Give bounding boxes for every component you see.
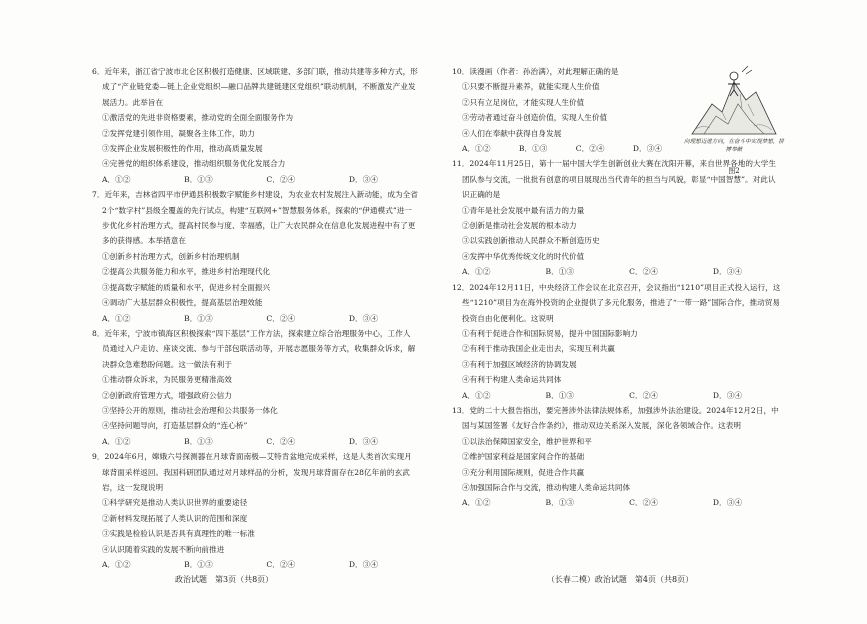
answer-choices <box>452 264 782 279</box>
question-stem: 7．近年来，吉林省四平市伊通县积极数字赋能乡村建设，为农业农村发展注入新动能，成为全省2个“数字村”县级全覆盖的先行试点，构建“互联网+”智慧服务体系，探索的“伊通模式”进一步优化乡村治理方式，提高村民参与度、幸福感，让广大农民群众在信息化发展进程中有了更多的获得感。本举措意在 <box>92 190 418 246</box>
question-8 <box>92 326 418 449</box>
question-stem: 6．近年来，浙江省宁波市北仑区积极打造健康、区域联建、多部门联，推动共建等多种方式，形成了“产业链党委—链上企业党组织—融口品牌共建链建区党组织”联动机制，不断激发产业发展活力。此举旨在 <box>92 67 418 107</box>
choice-c: C．②④ <box>266 174 296 184</box>
question-stem: 10．读漫画（作者：孙治满），对此理解正确的是 <box>452 67 619 76</box>
option: ①科学研究是推动人类认识世界的重要途径 <box>102 498 248 508</box>
option: ②新材料发现拓展了人类认识的范围和深度 <box>102 513 248 523</box>
choice-a: A．①② <box>102 436 131 446</box>
option: ④发挥中华优秀传统文化的时代价值 <box>462 251 585 261</box>
option: ③充分利用国际规则，促进合作共赢 <box>462 467 585 477</box>
left-column <box>92 64 418 572</box>
answer-choices <box>452 495 782 510</box>
option: ④调动广大基层群众积极性，提高基层治理效能 <box>102 298 263 308</box>
question-10 <box>452 64 784 175</box>
cartoon-figure <box>682 64 786 176</box>
option: ③提高数字赋能的质量和水平，促进乡村全面振兴 <box>102 282 271 292</box>
figure-label: 图2 <box>728 167 740 175</box>
question-stem: 9．2024年6月，嫦娥六号探测器在月球背面南极—艾特肯盆地完成采样，这是人类首次实现月球背面采样返回。我国科研团队通过对月球样品的分析，发现月球背面存在28亿年前的玄武岩，这一发现说明 <box>92 452 412 492</box>
option: ②创新是推动社会发展的根本动力 <box>462 221 577 231</box>
option: ④加强国际合作与交流，推动构建人类命运共同体 <box>462 482 631 492</box>
choice-b: B．①③ <box>545 390 575 400</box>
option: ③坚持公开的原则，推动社会治理和公共服务一体化 <box>102 405 278 415</box>
choice-c: C．②④ <box>629 390 658 400</box>
question-stem: 12．2024年12月11日，中央经济工作会议在北京召开，会议指出“1210”项目正式投入运行，这些“1210”项目为在海外投资的企业提供了多元化服务，推进了“一带一路”国际合作，推动贸易投资自由化便利化。这说明 <box>452 282 781 323</box>
option: ①创新乡村治理方式，创新乡村治理机制 <box>102 251 240 261</box>
choice-d: D．③④ <box>712 390 742 400</box>
option: ③以实践创新推动人民群众不断创造历史 <box>462 236 600 246</box>
choice-d: D．③④ <box>712 498 742 508</box>
cartoon-caption: 向理想迈进方向，在奋斗中实现梦想，拼搏奉献 <box>684 139 784 153</box>
question-7 <box>92 187 418 326</box>
page-footer-left: 政治试题 第3页（共8页） <box>175 575 274 584</box>
choice-b: B．①③ <box>184 436 213 446</box>
option: ②提高公共服务能力和水平，推进乡村治理现代化 <box>102 267 271 277</box>
option: ③实践是检验认识是否具有真理性的唯一标准 <box>102 529 255 539</box>
option: ②维护国家利益是国家间合作的基础 <box>462 452 585 462</box>
choice-d: D．③④ <box>632 144 662 154</box>
choice-a: A．①② <box>462 267 491 277</box>
right-column <box>452 64 782 511</box>
option: ④完善党的组织体系建设，推动组织服务优化发展合力 <box>102 159 286 169</box>
option: ④坚持问题导向，打造基层群众的“连心桥” <box>102 421 248 431</box>
choice-c: C．②④ <box>575 144 605 154</box>
option: ②有利于推动我国企业走出去，实现互利共赢 <box>462 344 615 354</box>
choice-a: A．①② <box>102 313 131 323</box>
option: ④认识随着实践的发展不断向前推进 <box>102 544 225 554</box>
option: ④人们在奉献中获得自身发展 <box>462 128 562 138</box>
option: ④有利于构建人类命运共同体 <box>462 375 562 385</box>
choice-c: C．②④ <box>629 267 658 277</box>
question-12 <box>452 280 782 403</box>
option: ①以法治保障国家安全，维护世界和平 <box>462 436 592 446</box>
choice-b: B．①③ <box>184 560 213 569</box>
choice-b: B．①③ <box>184 174 213 184</box>
question-stem: 13．党的二十大报告指出，要完善涉外法律法规体系，加强涉外法治建设。2024年12月2日，中国与某国签署《友好合作条约》，推动双边关系深入发展，深化各领域合作。这表明 <box>452 405 779 431</box>
choice-c: C．②④ <box>266 436 296 446</box>
choice-c: C．②④ <box>629 498 658 508</box>
choice-b: B．①③ <box>184 313 213 323</box>
option: ①推动群众诉求，为民服务更精准高效 <box>102 375 232 385</box>
question-stem: 11．2024年11月25日，第十一届中国大学生创新创业大赛在沈阳开幕，来自世界各地的大学生团队参与交流，一批批有创意的项目展现出当代青年的担当与风貌，彰显“中国智慧”。对此认识正确的是 <box>452 159 776 200</box>
question-stem: 8．近年来，宁波市镇海区积极探索“四下基层”工作方法，探索建立综合治理服务中心，工作人员通过入户走访、座谈交流、参与干部包联活动等，开展志愿服务等方式，收集群众诉求，解决群众急难愁盼问题。这一做法有利于 <box>92 328 416 369</box>
option: ②发挥党建引领作用，凝聚各主体工作，助力 <box>102 128 255 138</box>
choice-b: B．①③ <box>518 144 548 154</box>
option: ①激活党的先进非资格要素，推动党的全面全面服务作为 <box>102 113 294 123</box>
answer-choices <box>92 557 418 572</box>
choice-d: D．③④ <box>348 436 378 446</box>
answer-choices <box>92 434 418 449</box>
choice-a: A．①② <box>102 174 131 184</box>
choice-c: C．②④ <box>266 313 296 323</box>
choice-c: C．②④ <box>266 560 296 569</box>
answer-choices <box>92 172 418 187</box>
choice-a: A．①② <box>102 560 131 569</box>
option: ②只有立足岗位，才能实现人生价值 <box>462 97 585 107</box>
choice-b: B．①③ <box>545 267 575 277</box>
answer-choices <box>92 311 418 326</box>
choice-a: A．①② <box>462 390 491 400</box>
question-9 <box>92 449 418 572</box>
choice-d: D．③④ <box>712 267 742 277</box>
option: ②创新政府管理方式，增强政府公信力 <box>102 390 232 400</box>
answer-choices <box>452 388 782 403</box>
choice-a: A．①② <box>462 498 491 508</box>
page-footer-right: （长春二模）政治试题 第4页（共8页） <box>546 575 694 584</box>
option: ①青年是社会发展中最有活力的力量 <box>462 205 585 215</box>
question-13 <box>452 403 782 511</box>
choice-d: D．③④ <box>348 560 378 569</box>
option: ③发挥企业发展积极性的作用，推动高质量发展 <box>102 144 263 154</box>
cartoon-illustration <box>682 64 786 138</box>
option: ③有利于加强区域经济的协调发展 <box>462 359 577 369</box>
option: ①有利于促进合作和国际贸易，提升中国国际影响力 <box>462 328 638 338</box>
choice-d: D．③④ <box>348 313 378 323</box>
question-6 <box>92 64 418 187</box>
option: ③劳动者通过奋斗创造价值，实现人生价值 <box>462 113 608 123</box>
choice-b: B．①③ <box>545 498 575 508</box>
choice-a: A．①② <box>462 144 491 154</box>
choice-d: D．③④ <box>348 174 378 184</box>
option: ①只要不断提升素养，就能实现人生价值 <box>462 82 600 92</box>
